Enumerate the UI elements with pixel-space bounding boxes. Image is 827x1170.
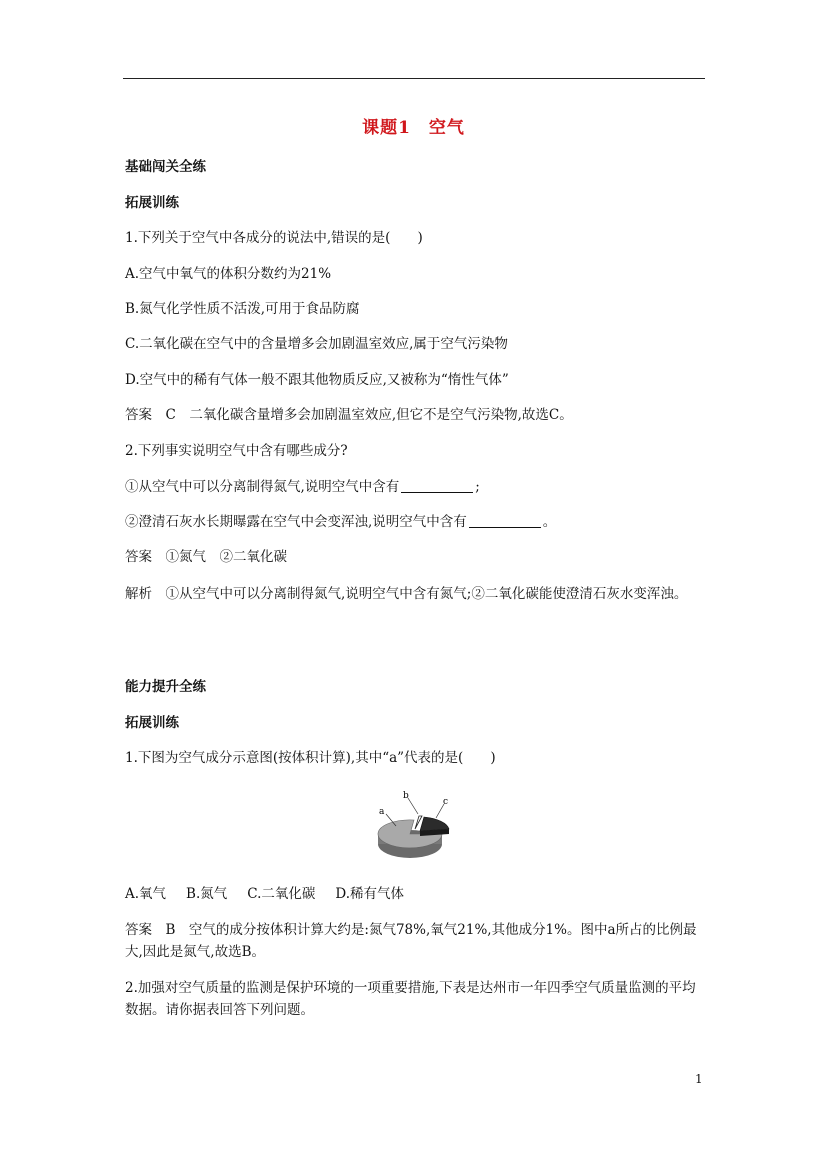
- pie-label-b: b: [403, 791, 409, 801]
- q2-answer: 答案 ①氮气 ②二氧化碳: [125, 549, 287, 565]
- page-number: 1: [695, 1072, 703, 1086]
- pie-slice-c: [420, 817, 449, 831]
- q3-option-b: B.氮气: [186, 886, 228, 902]
- q2-item1-suffix: ;: [475, 479, 480, 495]
- q2-analysis: 解析 ①从空气中可以分离制得氮气,说明空气中含有氮气;②二氧化碳能使澄清石灰水变浑浊。: [125, 586, 688, 602]
- header-rule: [123, 78, 705, 79]
- q2-item2-prefix: ②澄清石灰水长期曝露在空气中会变浑浊,说明空气中含有: [125, 514, 467, 530]
- q1-option-d: D.空气中的稀有气体一般不跟其他物质反应,又被称为“惰性气体”: [125, 372, 509, 388]
- section-sub-basic: 拓展训练: [125, 195, 179, 211]
- q3-option-a: A.氧气: [125, 886, 167, 902]
- leader-line-b: [408, 798, 418, 814]
- q1-option-b: B.氮气化学性质不活泼,可用于食品防腐: [125, 301, 360, 317]
- q1-option-a: A.空气中氧气的体积分数约为21%: [125, 266, 332, 282]
- q2-item2-suffix: 。: [542, 514, 557, 530]
- pie-label-c: c: [443, 797, 449, 807]
- air-composition-pie-chart: [370, 788, 460, 864]
- q1-answer: 答案 C 二氧化碳含量增多会加剧温室效应,但它不是空气污染物,故选C。: [125, 407, 573, 423]
- q2-item1-prefix: ①从空气中可以分离制得氮气,说明空气中含有: [125, 479, 400, 495]
- q3-option-d: D.稀有气体: [335, 886, 405, 902]
- q2-item1: [125, 477, 715, 498]
- q3-stem: 1.下图为空气成分示意图(按体积计算),其中“a”代表的是( ): [125, 750, 496, 766]
- q1-option-c: C.二氧化碳在空气中的含量增多会加剧温室效应,属于空气污染物: [125, 336, 508, 352]
- answer-blank-1[interactable]: [401, 478, 473, 493]
- q1-stem: 1.下列关于空气中各成分的说法中,错误的是( ): [125, 230, 423, 246]
- page-title: 课题1 空气: [362, 118, 465, 138]
- q2-item2: [125, 512, 715, 533]
- answer-blank-2[interactable]: [469, 513, 541, 528]
- q3-options: [125, 884, 715, 905]
- q3-answer: 答案 B 空气的成分按体积计算大约是:氮气78%,氧气21%,其他成分1%。图中a所占的比例最大,因此是氮气,故选B。: [125, 922, 697, 960]
- q3-option-c: C.二氧化碳: [247, 886, 316, 902]
- q2-stem: 2.下列事实说明空气中含有哪些成分?: [125, 443, 348, 459]
- section-sub-advanced: 拓展训练: [125, 715, 179, 731]
- pie-label-a: a: [379, 807, 385, 817]
- q4-stem: 2.加强对空气质量的监测是保护环境的一项重要措施,下表是达州市一年四季空气质量监测的平均数据。请你据表回答下列问题。: [125, 980, 696, 1018]
- section-heading-basic: 基础闯关全练: [125, 159, 206, 175]
- section-heading-advanced: 能力提升全练: [125, 679, 206, 695]
